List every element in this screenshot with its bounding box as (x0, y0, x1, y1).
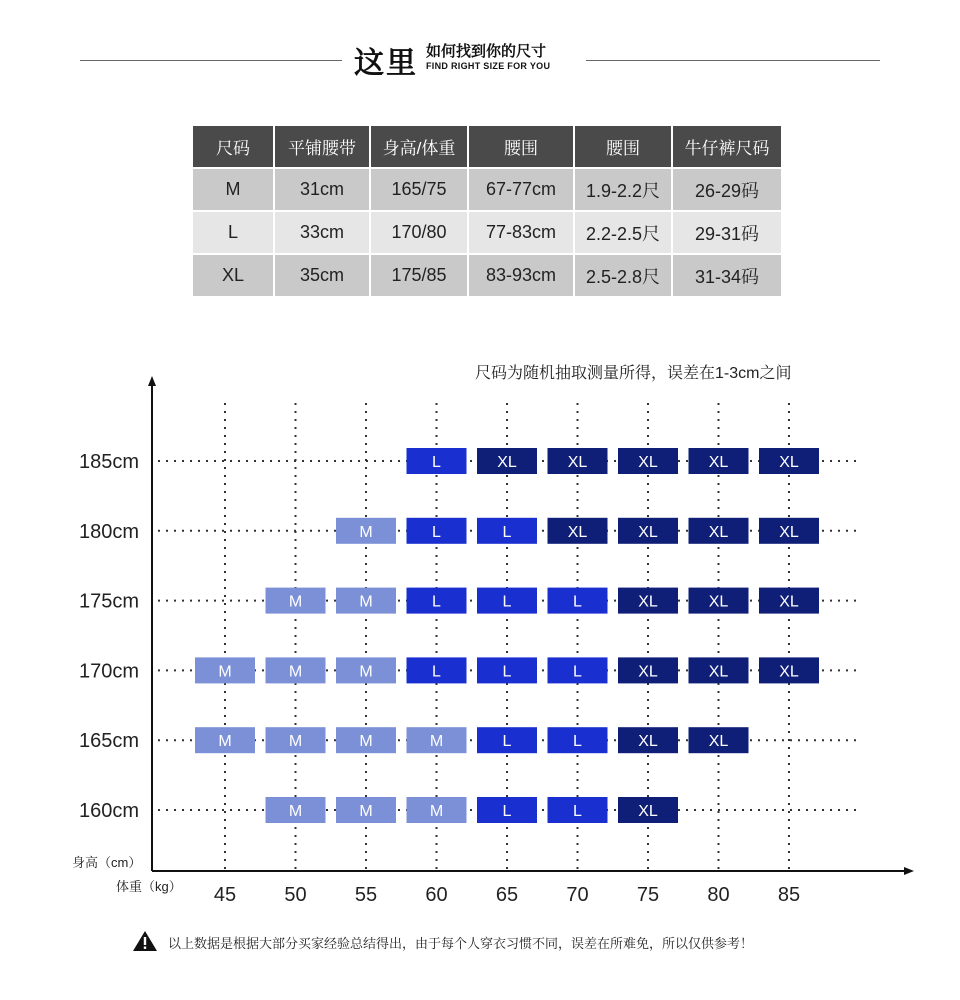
x-tick-label: 45 (213, 884, 237, 906)
size-cell-label: XL (708, 523, 729, 541)
table-cell: 31cm (274, 168, 370, 211)
size-cell-label: XL (638, 523, 658, 541)
size-table-header: 腰围 (468, 125, 574, 168)
disclaimer-text: 以上数据是根据大部分买家经验总结得出，由于每个人穿衣习惯不同，误差在所难免，所以仅供参考！ (168, 936, 754, 951)
table-cell: 26-29码 (672, 168, 782, 211)
size-table-header: 腰围 (574, 125, 672, 168)
size-table-header: 平铺腰带 (274, 125, 370, 168)
y-tick-label: 185cm (78, 451, 139, 473)
size-cell-label: M (359, 803, 373, 820)
page-subtitle: 如何找到你的尺寸 (426, 43, 547, 60)
table-cell: 29-31码 (672, 211, 782, 254)
size-cell-label: L (432, 523, 441, 541)
x-tick-label: 55 (354, 884, 378, 906)
size-cell-label: XL (567, 523, 588, 541)
table-cell: 165/75 (370, 168, 468, 211)
size-cell-label: L (502, 523, 512, 541)
size-cell-label: L (502, 733, 512, 751)
y-tick-label: 160cm (78, 800, 139, 822)
size-table-header: 身高/体重 (370, 125, 468, 168)
size-cell-label: M (359, 663, 373, 681)
size-table-header: 牛仔裤尺码 (672, 125, 782, 168)
table-cell: 77-83cm (468, 211, 574, 254)
table-cell: L (192, 211, 274, 254)
size-cell-label: L (502, 593, 512, 611)
warning-icon (132, 930, 158, 952)
size-cell-label: L (432, 593, 441, 611)
x-tick-label: 85 (777, 884, 801, 906)
page-subtitle-en: FIND RIGHT SIZE FOR YOU (426, 61, 551, 71)
size-table-header: 尺码 (192, 125, 274, 168)
size-cell-label: XL (567, 454, 588, 471)
size-cell-label: XL (779, 663, 799, 681)
table-cell: 2.5-2.8尺 (574, 254, 672, 297)
size-cell-label: L (502, 663, 512, 681)
table-cell: 31-34码 (672, 254, 782, 297)
x-tick-label: 50 (284, 884, 307, 906)
size-cell-label: M (288, 663, 303, 681)
size-cell-label: L (573, 663, 582, 681)
size-cell-label: M (359, 523, 373, 541)
size-cell-label: M (429, 733, 444, 751)
size-cell-label: L (432, 663, 441, 681)
table-cell: 175/85 (370, 254, 468, 297)
size-cell-label: XL (779, 454, 799, 471)
y-axis-arrow (148, 376, 156, 386)
y-axis-label: 身高（cm） (72, 855, 142, 870)
x-tick-label: 65 (495, 884, 519, 906)
size-cell-label: XL (497, 454, 517, 471)
x-tick-label: 70 (566, 884, 589, 906)
size-cell-label: L (573, 803, 582, 820)
size-cell-label: XL (779, 523, 799, 541)
size-cell-label: XL (638, 803, 658, 820)
size-cell-label: L (573, 733, 582, 751)
table-cell: 67-77cm (468, 168, 574, 211)
table-cell: 83-93cm (468, 254, 574, 297)
table-cell: M (192, 168, 274, 211)
x-axis-label: 体重（kg） (116, 879, 182, 894)
size-cell-label: L (573, 593, 582, 611)
table-cell: 33cm (274, 211, 370, 254)
size-cell-label: M (288, 803, 303, 820)
size-cell-label: XL (638, 733, 658, 751)
y-tick-label: 175cm (78, 590, 139, 613)
size-cell-label: XL (708, 454, 729, 471)
table-cell: 1.9-2.2尺 (574, 168, 672, 211)
x-axis-arrow (904, 867, 914, 875)
y-tick-label: 170cm (78, 660, 139, 683)
size-cell-label: M (429, 803, 444, 820)
y-tick-label: 180cm (78, 520, 139, 543)
size-cell-label: M (218, 733, 232, 751)
table-cell: 35cm (274, 254, 370, 297)
size-cell-label: L (432, 454, 441, 471)
size-cell-label: XL (638, 454, 658, 471)
size-cell-label: XL (708, 593, 729, 611)
table-cell: 170/80 (370, 211, 468, 254)
size-cell-label: XL (638, 663, 658, 681)
size-cell-label: M (359, 593, 373, 611)
size-cell-label: L (502, 803, 512, 820)
size-cell-label: XL (708, 733, 729, 751)
size-cell-label: M (218, 663, 232, 681)
size-cell-label: XL (638, 593, 658, 611)
size-cell-label: M (288, 593, 303, 611)
page-title: 这里 (354, 47, 418, 80)
table-cell: XL (192, 254, 274, 297)
size-cell-label: M (288, 733, 303, 751)
size-cell-label: M (359, 733, 373, 751)
x-tick-label: 80 (707, 884, 730, 906)
measurement-note: 尺码为随机抽取测量所得，误差在1-3cm之间 (475, 365, 792, 382)
x-tick-label: 60 (425, 884, 448, 906)
table-cell: 2.2-2.5尺 (574, 211, 672, 254)
size-cell-label: XL (708, 663, 729, 681)
y-tick-label: 165cm (78, 730, 139, 753)
x-tick-label: 75 (636, 884, 660, 906)
size-cell-label: XL (779, 593, 799, 611)
